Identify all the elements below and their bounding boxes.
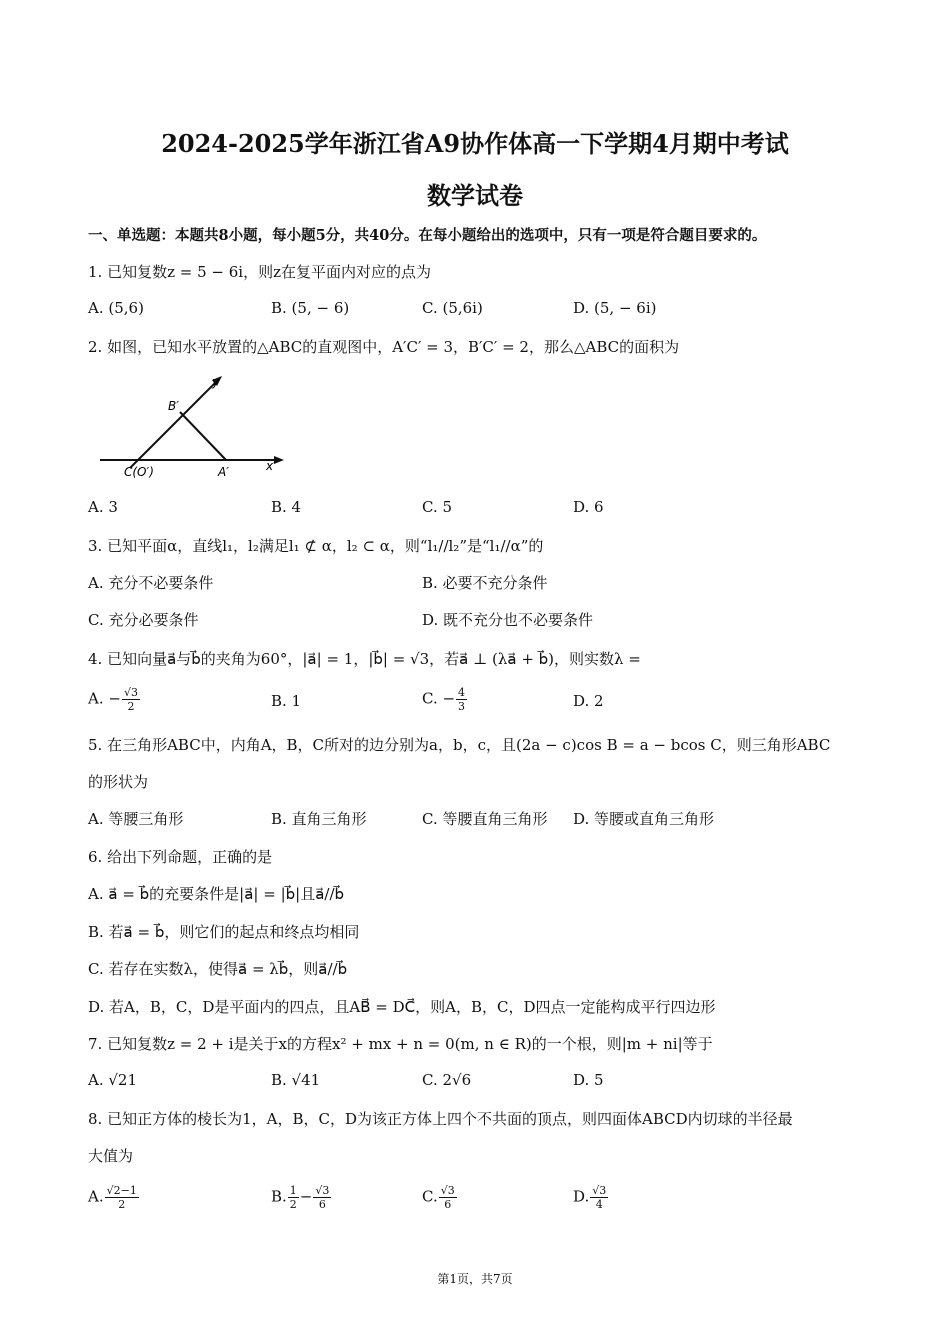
q1-option-d: D. (5, − 6i) [573,299,657,317]
q5-stem-line1: 5. 在三角形ABC中，内角A，B，C所对的边分别为a，b，c，且(2a − c)cos B = a − bcos C，则三角形ABC [88,736,831,754]
q6-option-b: B. 若a⃗ = b⃗，则它们的起点和终点均相同 [88,923,360,941]
denominator: 3 [458,700,466,713]
denominator: 4 [595,1198,603,1211]
q8-option-b-fraction-1 [288,1184,299,1211]
q7-option-b: B. √41 [271,1071,321,1089]
q5-option-d: D. 等腰或直角三角形 [573,810,715,828]
segment-b-a [180,412,226,460]
q8-option-d-prefix: D. [573,1187,590,1206]
q7-stem: 7. 已知复数z = 2 + i是关于x的方程x² + mx + n = 0(m, n ∈ R)的一个根，则|m + ni|等于 [88,1035,713,1053]
q8-option-b-fraction-2 [313,1184,331,1211]
q1-stem: 1. 已知复数z = 5 − 6i，则z在复平面内对应的点为 [88,263,431,281]
label-y: y′ [212,375,222,389]
q8-option-d-fraction [590,1184,608,1211]
denominator: 2 [127,700,135,713]
numerator: 4 [458,686,466,699]
q6-option-d: D. 若A，B，C，D是平面内的四点，且AB⃗ = DC⃗，则A，B，C，D四点一定能构成平行四边形 [88,998,716,1016]
q2-option-d: D. 6 [573,498,604,516]
q8-option-c-prefix: C. [422,1187,438,1206]
minus-sign: − [299,1187,313,1206]
q4-option-c [422,686,468,713]
q3-option-c: C. 充分必要条件 [88,611,199,629]
q8-option-a-fraction [105,1184,139,1211]
y-axis [130,380,218,468]
q2-option-b: B. 4 [271,498,302,516]
q1-option-c: C. (5,6i) [422,299,483,317]
q6-option-a: A. a⃗ = b⃗的充要条件是|a⃗| = |b⃗|且a⃗//b⃗ [88,885,345,903]
page-footer: 第1页，共7页 [437,1272,513,1286]
q7-option-c: C. 2√6 [422,1071,472,1089]
denominator: 2 [118,1198,126,1211]
numerator: √3 [315,1184,330,1197]
q4-option-b: B. 1 [271,692,302,710]
exam-title: 2024-2025学年浙江省A9协作体高一下学期4月期中考试 [161,129,789,158]
denominator: 6 [318,1198,326,1211]
numerator: 1 [289,1184,297,1197]
q4-option-c-prefix: C. − [422,689,456,708]
q3-option-a: A. 充分不必要条件 [88,574,214,592]
q4-option-a-prefix: A. − [88,689,121,708]
q2-option-a: A. 3 [88,498,118,516]
q8-stem-line1: 8. 已知正方体的棱长为1，A，B，C，D为该正方体上四个不共面的顶点，则四面体ABCD内切球的半径最 [88,1110,793,1128]
q3-option-b: B. 必要不充分条件 [422,574,548,592]
q6-option-c: C. 若存在实数λ，使得a⃗ = λb⃗，则a⃗//b⃗ [88,960,348,978]
q7-option-d: D. 5 [573,1071,604,1089]
denominator: 2 [289,1198,297,1211]
q1-option-a: A. (5,6) [88,299,144,317]
label-a: A′ [218,465,229,479]
q4-option-a-fraction [122,686,140,713]
q2-figure [96,372,296,484]
q4-option-d: D. 2 [573,692,604,710]
q6-stem: 6. 给出下列命题，正确的是 [88,848,273,866]
numerator: √3 [123,686,138,699]
q5-stem-line2: 的形状为 [88,773,149,791]
q5-option-c: C. 等腰直角三角形 [422,810,548,828]
q4-option-a [88,686,141,713]
q2-option-c: C. 5 [422,498,453,516]
q4-option-c-fraction [456,686,467,713]
q7-option-a: A. √21 [88,1071,138,1089]
denominator: 6 [444,1198,452,1211]
label-b: B′ [168,399,179,413]
q2-stem: 2. 如图，已知水平放置的△ABC的直观图中，A′C′ = 3，B′C′ = 2，那么△ABC的面积为 [88,338,680,356]
q1-option-b: B. (5, − 6) [271,299,350,317]
q8-option-b-prefix: B. [271,1187,287,1206]
q8-option-c [422,1184,458,1211]
q8-option-a-prefix: A. [88,1187,104,1206]
q8-option-b [271,1184,332,1211]
q5-option-a: A. 等腰三角形 [88,810,184,828]
numerator: √3 [592,1184,607,1197]
exam-subtitle: 数学试卷 [427,181,523,210]
q8-stem-line2: 大值为 [88,1147,134,1165]
q4-stem: 4. 已知向量a⃗与b⃗的夹角为60°，|a⃗| = 1，|b⃗| = √3，若a⃗ ⊥ (λa⃗ + b⃗)，则实数λ = [88,650,641,668]
section-heading: 一、单选题：本题共8小题，每小题5分，共40分。在每小题给出的选项中，只有一项是符合题目要求的。 [88,227,767,244]
q8-option-c-fraction [439,1184,457,1211]
q8-option-d [573,1184,609,1211]
label-x: x′ [266,459,276,473]
q3-stem: 3. 已知平面α，直线l₁，l₂满足l₁ ⊄ α，l₂ ⊂ α，则“l₁//l₂”是“l₁//α”的 [88,537,544,555]
numerator: √3 [440,1184,455,1197]
label-c: C(O′) [124,465,154,479]
q5-option-b: B. 直角三角形 [271,810,367,828]
q3-option-d: D. 既不充分也不必要条件 [422,611,594,629]
q8-option-a [88,1184,140,1211]
numerator: √2−1 [106,1184,137,1197]
